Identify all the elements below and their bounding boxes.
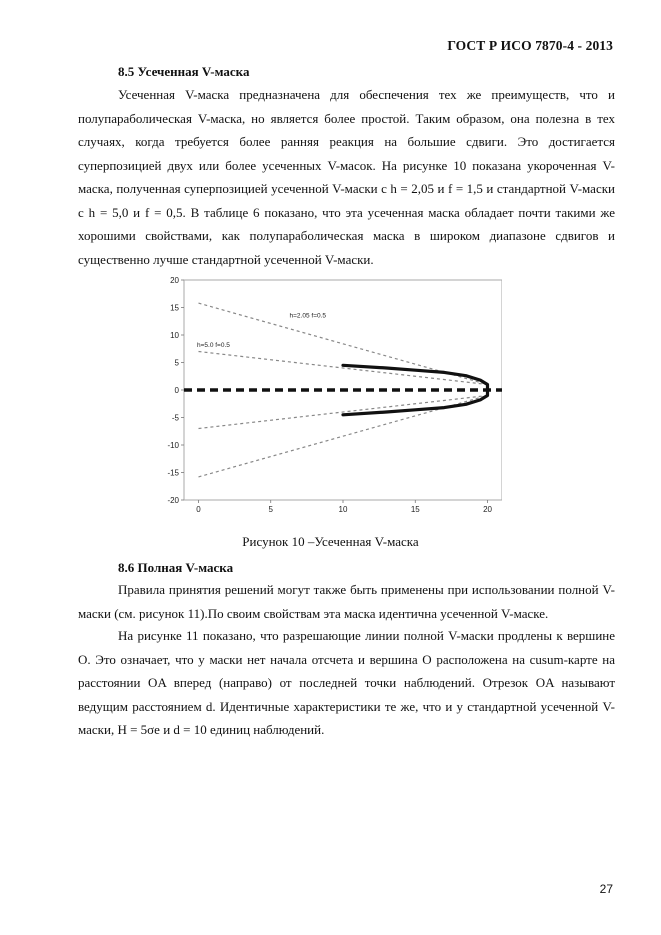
y-tick-label: -5 xyxy=(171,413,179,423)
x-tick-label: 20 xyxy=(483,505,492,514)
truncated-v-mask-chart xyxy=(162,272,502,522)
section-8-6-paragraph-1 xyxy=(78,578,615,625)
section-8-6-paragraph-2 xyxy=(78,624,615,742)
series-line-4 xyxy=(199,396,488,429)
section-8-6-text-2: На рисунке 11 показано, что разрешающие линии полной V-маски продлены к вершине O. Это означает, что у маски нет начала отсчета и вершина O расположена на cusum-карте на расстоянии OA вперед (направо) от последней точки наблюдений. Отрезок OA называют ведущим расстоянием d. Идентичные характеристики те же, что и у стандартной усеченной V-маски, H = 5σe и d = 10 единиц наблюдений. xyxy=(78,628,615,737)
y-tick-label: -15 xyxy=(167,468,179,478)
y-tick-label: 15 xyxy=(170,303,179,313)
page-number: 27 xyxy=(599,882,613,896)
section-8-6-heading: 8.6 Полная V-маска xyxy=(118,560,234,575)
section-8-5-paragraph xyxy=(78,83,615,271)
x-tick-label: 0 xyxy=(196,505,201,514)
y-tick-label: 0 xyxy=(174,386,179,395)
mask1-annotation: h=2.05 f=0.5 xyxy=(289,312,327,320)
y-tick-label: 5 xyxy=(174,358,179,368)
section-8-5-heading: 8.5 Усеченная V-маска xyxy=(118,64,250,79)
standard-header: ГОСТ Р ИСО 7870-4 - 2013 xyxy=(447,38,613,53)
x-tick-label: 5 xyxy=(268,505,273,514)
series-line-5 xyxy=(343,365,488,390)
series-line-3 xyxy=(199,352,488,385)
x-tick-label: 10 xyxy=(338,505,348,514)
mask2-annotation: h=5.0 f=0.5 xyxy=(197,342,230,350)
series-line-6 xyxy=(343,390,488,415)
y-tick-label: -20 xyxy=(167,496,179,505)
figure-caption: Рисунок 10 –Усеченная V-маска xyxy=(242,534,419,549)
y-tick-label: 10 xyxy=(170,331,179,340)
y-tick-label: 20 xyxy=(170,276,179,285)
y-tick-label: -10 xyxy=(167,441,179,450)
section-8-6-text-1: Правила принятия решений могут также быть применены при использовании полной V-маски (см. рисунок 11).По своим свойствам эта маска идентична усеченной V-маске. xyxy=(78,582,615,621)
section-8-5-text: Усеченная V-маска предназначена для обеспечения тех же преимуществ, что и полупараболическая V-маска, но является более простой. Таким образом, она полезна в тех случаях, когда требуется более ранняя реакция на большие сдвиги. Это достигается суперпозицией двух или более усеченных V-масок. На рисунке 10 показана укороченная V-маска, полученная суперпозицией усеченной V-маски с h = 2,05 и f = 1,5 и стандартной V-маски с h = 5,0 и f = 0,5. В таблице 6 показано, что эта усеченная маска обладает почти такими же хорошими свойствами, как полупараболическая маска в широком диапазоне сдвигов и существенно лучше стандартной усеченной V-маски. xyxy=(78,87,615,267)
x-tick-label: 15 xyxy=(410,505,420,514)
